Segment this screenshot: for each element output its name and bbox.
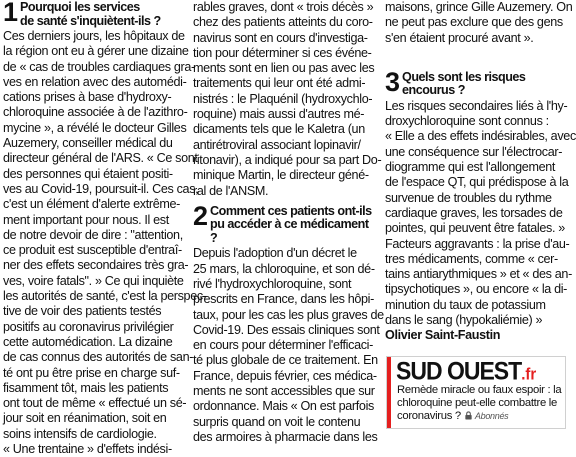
question-number: 2 (193, 200, 208, 231)
text-line: survenue de troubles du rythme (385, 190, 552, 205)
text-line: cardiaque graves, les torsades de (385, 205, 563, 220)
text-line: traitements qui leur ont été admi- (193, 76, 366, 91)
text-line: chloroquine associée à de l'azithro- (3, 105, 188, 120)
article-paragraph-4 (385, 0, 573, 46)
question-3-heading (385, 66, 566, 98)
text-line: ments sont en lien ou pas avec les (193, 61, 375, 76)
text-line: té plus globale de ce traitement. En (193, 353, 378, 368)
text-line: ves au Covid-19, poursuit-il. Ces cas, (3, 181, 199, 196)
text-line: ritonavir), a indiqué pour sa part Do- (193, 152, 382, 167)
text-line: soins intensifs de cardiologie. (3, 426, 157, 441)
text-line: droxychloroquine sont connus : (385, 114, 549, 129)
question-title: Pourquoi les services de santé s'inquiètent-ils ? (20, 0, 161, 28)
article-paragraph-2 (193, 0, 382, 199)
text-line: positifs au coronavirus privilégier (3, 319, 174, 334)
text-line: ment important pour nous. Il est (3, 212, 169, 227)
text-line: minution du taux de potassium (385, 297, 546, 312)
text-line: 25 mars, la chloroquine, et son dé- (193, 261, 375, 276)
text-line: tion pour déterminer si ces événe- (193, 45, 372, 60)
promo-headline-link[interactable]: Remède miracle ou faux espoir : la chloroquine peut-elle combattre le coronavirus ? Abonnés (397, 384, 562, 422)
column-2 (193, 0, 384, 445)
text-line: Depuis l'adoption d'un décret le (193, 246, 357, 261)
text-line: de notre devoir de dire : "attention, (3, 227, 183, 242)
text-line: Covid-19. Des essais cliniques sont (193, 322, 380, 337)
text-line: dicaments tels que le Kaletra (un (193, 122, 365, 137)
text-line: ce produit est susceptible d'entraî- (3, 243, 182, 258)
text-line: rables graves, dont « trois décès » (193, 0, 374, 14)
text-line: té ont pu être prise en charge suf- (3, 365, 180, 380)
author-signature: Olivier Saint-Faustin (385, 328, 501, 343)
question-title: Comment ces patients ont-ils pu accéder à ce médicament ? (210, 203, 372, 245)
text-line: antirétroviral associant lopinavir/ (193, 137, 361, 152)
text-line: ne peut pas exclure que des gens (385, 15, 563, 30)
text-line: diogramme qui est l'allongement (385, 160, 556, 175)
text-line: ordonnance. Mais « On est parfois (193, 399, 374, 414)
text-line: en cours pour déterminer l'efficaci- (193, 338, 373, 353)
lock-icon (464, 411, 473, 420)
text-line: pointes, qui peuvent être fatales. » (385, 221, 565, 236)
text-line: Auzemery, conseiller médical du (3, 136, 173, 151)
text-line: France, depuis février, ces médica- (193, 368, 377, 383)
text-line: « Elle a des effets indésirables, avec (385, 129, 576, 144)
text-line: minique Martin, le directeur géné- (193, 168, 369, 183)
text-line: Les risques secondaires liés à l'hy- (385, 98, 568, 113)
text-line: fisamment tôt, mais les patients (3, 380, 169, 395)
text-line: dans le sang (hypokaliémie) » (385, 313, 543, 328)
article-paragraph-5 (385, 98, 576, 328)
text-line: « Une trentaine » d'effets indési- (3, 442, 172, 457)
text-line: des personnes qui étaient positi- (3, 166, 173, 181)
text-line: surpris quand on voit le contenu (193, 414, 361, 429)
text-line: chez des patients atteints du coro- (193, 15, 373, 30)
text-line: des armoires à pharmacie dans les (193, 429, 378, 444)
text-line: prescrits en France, dans les hôpi- (193, 292, 374, 307)
text-line: directeur général de l'ARS. « Ce sont (3, 151, 198, 166)
article-paragraph-3 (193, 246, 384, 445)
subscribers-label: Abonnés (474, 411, 509, 421)
text-line: navirus sont en cours d'investiga- (193, 30, 368, 45)
text-line: ner des effets secondaires très gra- (3, 258, 189, 273)
text-line: nistrés : le Plaquénil (hydroxychlo- (193, 91, 373, 106)
text-line: rivé l'hydroxychloroquine, sont (193, 276, 352, 291)
text-line: c'est un élément d'alerte extrême- (3, 197, 181, 212)
text-line: la région ont eu à gérer une dizaine (3, 44, 189, 59)
promo-accent-bar (387, 357, 391, 428)
question-title: Quels sont les risques encourus ? (402, 69, 526, 98)
question-2-heading (193, 200, 376, 246)
text-line: taux, pour les cas les plus graves de (193, 307, 384, 322)
question-number: 3 (385, 66, 400, 97)
text-line: jour soit en réanimation, soit en (3, 411, 167, 426)
text-line: cette automédication. La dizaine (3, 334, 173, 349)
text-line: tive de voir des patients testés (3, 304, 162, 319)
text-line: Ces derniers jours, les hôpitaux de (3, 29, 185, 43)
text-line: de l'espace QT, qui prédispose à la (385, 175, 569, 190)
brand-logo[interactable]: SUD OUEST.fr (396, 356, 537, 385)
text-line: s'en étaient procuré avant ». (385, 30, 534, 45)
text-line: ont tout de même « effectué un sé- (3, 396, 187, 411)
text-line: tres médicaments, comme « cer- (385, 251, 558, 266)
text-line: roquine) mais aussi d'autres mé- (193, 107, 365, 122)
text-line: ves, voire fatals". » Ce qui inquiète (3, 273, 184, 288)
text-line: maisons, grince Gille Auzemery. On (385, 0, 573, 14)
text-line: de « cas de troubles cardiaques gra- (3, 59, 195, 74)
text-line: mycine », a révélé le docteur Gilles (3, 120, 187, 135)
column-3 (385, 0, 576, 344)
text-line: tipsychotiques », ou encore « la di- (385, 282, 568, 297)
text-line: cations prises à base d'hydroxy- (3, 90, 172, 105)
text-line: ments ne sont accessibles que sur (193, 384, 375, 399)
text-line: ves en relation avec des automédi- (3, 74, 187, 89)
text-line: les autorités de santé, c'est la perspec- (3, 289, 207, 304)
text-line: ral de l'ANSM. (193, 183, 269, 198)
text-line: une conséquence sur l'électrocar- (385, 144, 563, 159)
question-number: 1 (3, 0, 18, 27)
text-line: Facteurs aggravants : la prise d'au- (385, 236, 570, 251)
related-article-promo[interactable] (386, 356, 566, 429)
text-line: de cas connus des autorités de san- (3, 350, 194, 365)
question-1-heading (3, 0, 187, 28)
text-line: tains antiarythmiques » et « des an- (385, 267, 572, 282)
article-paragraph-1 (3, 29, 207, 457)
column-1 (3, 0, 207, 457)
